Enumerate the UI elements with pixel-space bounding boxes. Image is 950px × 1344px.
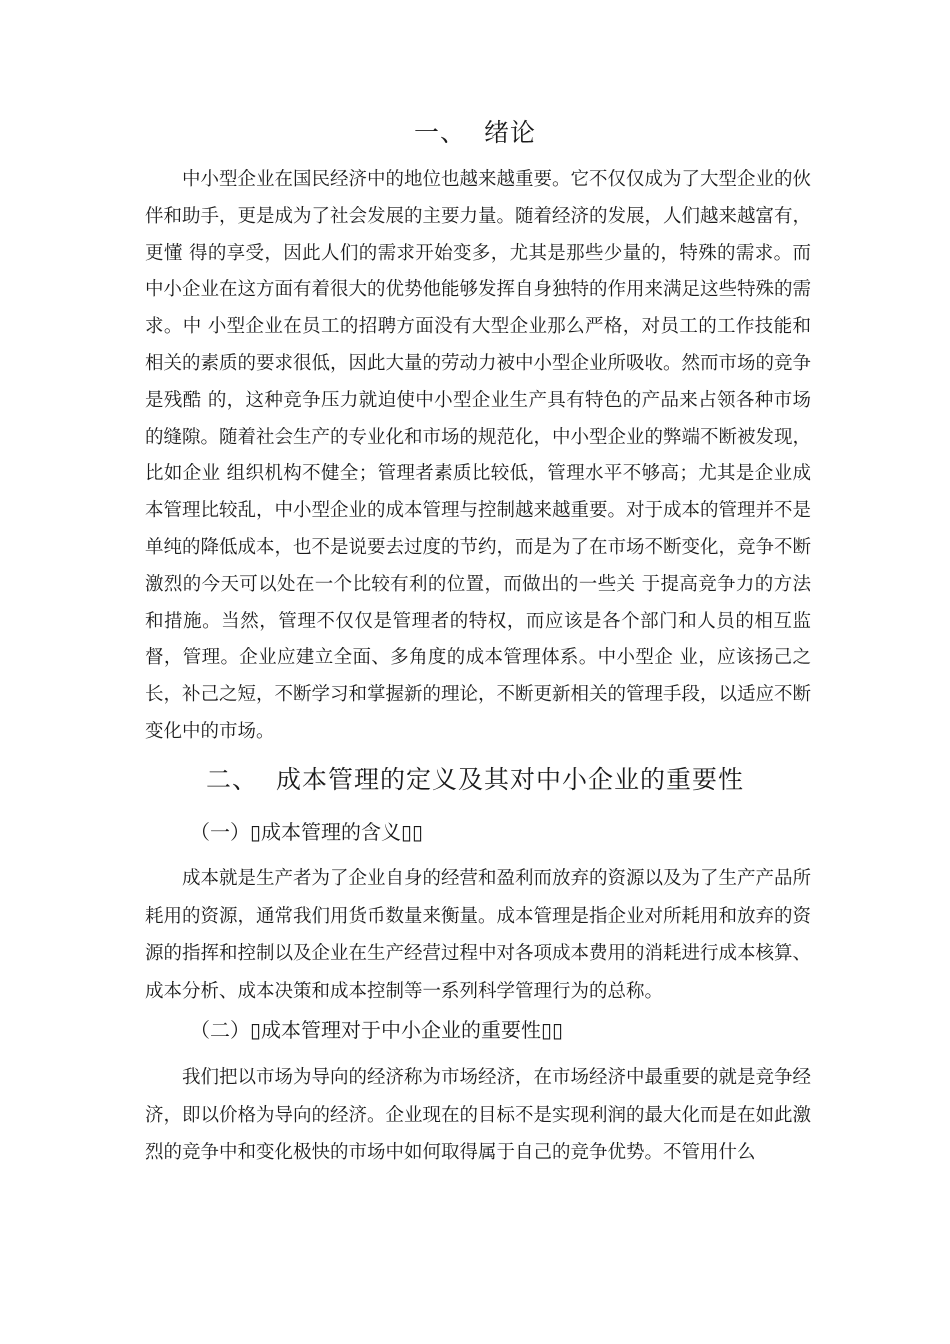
importance-paragraph: 我们把以市场为导向的经济称为市场经济，在市场经济中最重要的就是竞争经济，即以价格为导向的经济。企业现在的目标不是实现利润的最大化而是在如此激烈的竞争中和变化极快的市场中如何取得属于自己的竞争优势。不管用什么 <box>145 1067 812 1163</box>
section-heading-cost-management: 二、 成本管理的定义及其对中小企业的重要性 <box>206 765 744 794</box>
introduction-paragraph: 中小型企业在国民经济中的地位也越来越重要。它不仅仅成为了大型企业的伙伴和助手，更是成为了社会发展的主要力量。随着经济的发展，人们越来越富有，更懂 得的享受，因此人们的需求开始变多，尤其是那些少量的，特殊的需求。而中小企业在这方面有着很大的优势他能够发挥自身独特的作用来满足这些特殊的需求。中 小型企业在员工的招聘方面没有大型企业那么严格，对员工的工作技能和相关的素质的要求很低，因此大量的劳动力被中小型企业所吸收。然而市场的竞争是残酷 的，这种竞争压力就迫使中小型企业生产具有特色的产品来占领各种市场的缝隙。随着社会生产的专业化和市场的规范化，中小型企业的弊端不断被发现，比如企业 组织机构不健全；管理者素质比较低，管理水平不够高；尤其是企业成本管理比较乱，中小型企业的成本管理与控制越来越重要。对于成本的管理并不是单纯的降低成本，也不是说要去过度的节约，而是为了在市场不断变化，竞争不断激烈的今天可以处在一个比较有利的位置，而做出的一些关 于提高竞争力的方法和措施。当然，管理不仅仅是管理者的特权，而应该是各个部门和人员的相互监督，管理。企业应建立全面、多角度的成本管理体系。中小型企 业，应该扬己之长，补己之短，不断学习和掌握新的理论，不断更新相关的管理手段，以适应不断变化中的市场。 <box>145 169 812 742</box>
subsection-heading-importance: （二）▯成本管理对于中小企业的重要性▯▯ <box>190 1018 564 1042</box>
subsection-heading-definition: （一）▯成本管理的含义▯▯ <box>190 820 424 844</box>
section-heading-introduction: 一、 绪论 <box>414 118 536 147</box>
definition-paragraph: 成本就是生产者为了企业自身的经营和盈利而放弃的资源以及为了生产产品所耗用的资源，通常我们用货币数量来衡量。成本管理是指企业对所耗用和放弃的资源的指挥和控制以及企业在生产经营过程中对各项成本费用的消耗进行成本核算、成本分析、成本决策和成本控制等一系列科学管理行为的总称。 <box>145 868 812 1002</box>
